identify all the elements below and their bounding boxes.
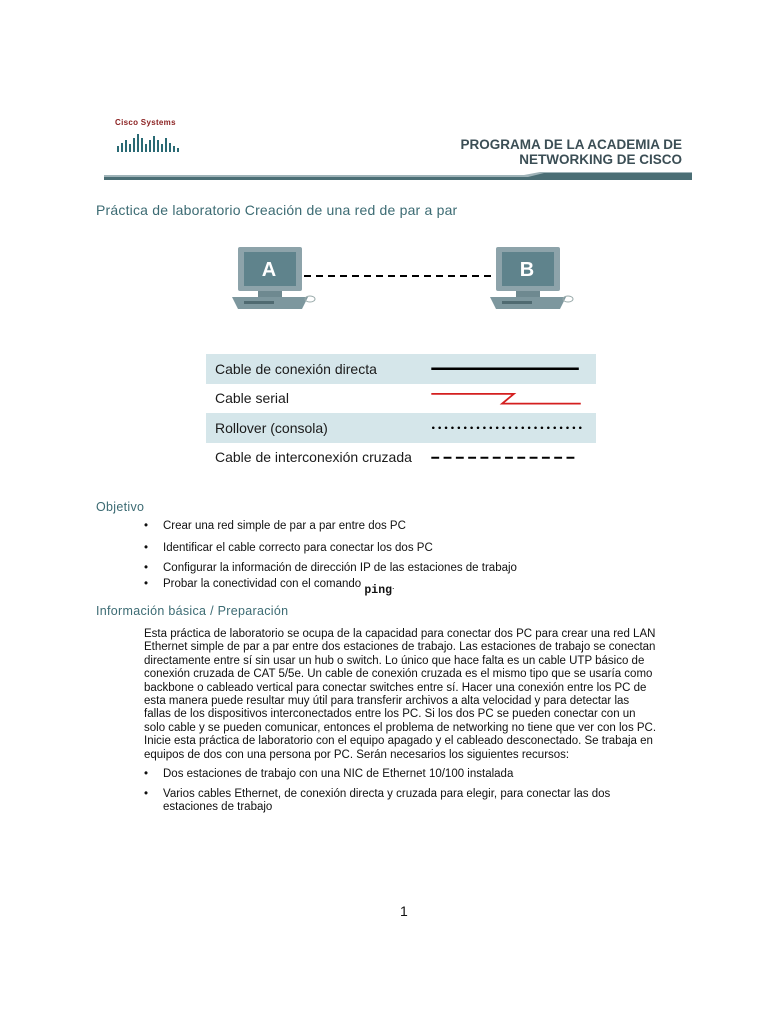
serial-cable-line bbox=[430, 384, 586, 414]
legend-row-crossover bbox=[206, 443, 596, 473]
objective-list bbox=[144, 520, 704, 600]
legend-label: Cable de conexión directa bbox=[215, 360, 377, 377]
bullet-icon: • bbox=[144, 520, 149, 532]
list-item-content bbox=[163, 578, 395, 597]
bullet-icon: • bbox=[144, 768, 149, 780]
list-item bbox=[144, 542, 704, 556]
legend-row-straight bbox=[206, 354, 596, 384]
network-diagram bbox=[228, 243, 578, 315]
paragraph-line: conexión cruzada de CAT 5/5e. Un cable de conexión cruzada es el mismo tipo que se usaría como bbox=[144, 668, 653, 681]
legend-label: Cable serial bbox=[215, 390, 289, 407]
list-item-text: Crear una red simple de par a par entre dos PC bbox=[163, 520, 406, 532]
legend-label: Cable de interconexión cruzada bbox=[215, 449, 412, 466]
paragraph-line: Inicie esta práctica de laboratorio con el equipo apagado y el cableado desconectado. Se trabaja en bbox=[144, 735, 653, 748]
pc-a-label: A bbox=[261, 259, 277, 281]
objective-heading: Objetivo bbox=[96, 500, 145, 514]
rollover-cable-line bbox=[430, 413, 586, 443]
page-title: Práctica de laboratorio Creación de una red de par a par bbox=[96, 202, 458, 218]
list-item bbox=[144, 562, 704, 576]
bullet-icon: • bbox=[144, 578, 149, 590]
list-item-continuation: estaciones de trabajo bbox=[163, 801, 273, 813]
bullet-icon: • bbox=[144, 542, 149, 554]
paragraph-line: esta manera puede resultar muy útil para transferir archivos a alta velocidad y para detectar las bbox=[144, 695, 630, 708]
legend-row-serial bbox=[206, 384, 596, 414]
background-paragraph bbox=[144, 628, 692, 762]
paragraph-line: directamente entre sí sin usar un hub o switch. Lo único que hace falta es un cable UTP básico de bbox=[144, 654, 645, 667]
cable-legend bbox=[206, 354, 596, 472]
bullet-icon: • bbox=[144, 562, 149, 574]
legend-row-rollover bbox=[206, 413, 596, 443]
list-item bbox=[144, 578, 704, 600]
cisco-logo-text: Cisco Systems bbox=[115, 118, 176, 127]
bullet-icon: • bbox=[144, 788, 149, 800]
paragraph-line: Esta práctica de laboratorio se ocupa de la capacidad para conectar dos PC para crear una red LAN bbox=[144, 628, 656, 640]
legend-label: Rollover (consola) bbox=[215, 419, 328, 436]
list-item bbox=[144, 788, 704, 816]
paragraph-line: equipos de dos con una persona por PC. Serán necesarios los siguientes recursos: bbox=[144, 748, 570, 761]
paragraph-line: solo cable y se pueden comunicar, entonces el problema de networking no tiene que ver con los PC. bbox=[144, 721, 657, 734]
ping-command: ping bbox=[364, 584, 392, 597]
list-item bbox=[144, 768, 704, 782]
paragraph-line: backbone o cableado vertical para conectar switches entre sí. Hacer una conexión entre los PC de bbox=[144, 681, 647, 694]
list-item-text: Identificar el cable correcto para conectar los dos PC bbox=[163, 542, 433, 554]
academy-title-line1: PROGRAMA DE LA ACADEMIA DE bbox=[460, 137, 682, 152]
page-number: 1 bbox=[400, 903, 408, 919]
paragraph-line: fallas de los dispositivos interconectados entre los PC. Si los dos PC se pueden conectar con un bbox=[144, 708, 636, 721]
resources-list bbox=[144, 768, 704, 818]
list-item-text: Probar la conectividad con el comando bbox=[163, 578, 362, 590]
command-suffix: . bbox=[392, 581, 395, 591]
list-item-text: Dos estaciones de trabajo con una NIC de Ethernet 10/100 instalada bbox=[163, 768, 514, 780]
academy-title-line2: NETWORKING DE CISCO bbox=[519, 152, 682, 167]
header-divider bbox=[104, 172, 692, 180]
background-heading: Información básica / Preparación bbox=[96, 604, 289, 618]
list-item-text: Configurar la información de dirección IP de las estaciones de trabajo bbox=[163, 562, 517, 574]
pc-b-label: B bbox=[519, 259, 535, 281]
list-item bbox=[144, 520, 704, 534]
paragraph-line: Ethernet simple de par a par entre dos estaciones de trabajo. Las estaciones de trabajo se conectan bbox=[144, 641, 656, 654]
straight-cable-line bbox=[430, 354, 586, 384]
crossover-cable-line bbox=[430, 443, 586, 473]
list-item-text: Varios cables Ethernet, de conexión directa y cruzada para elegir, para conectar las dos bbox=[163, 788, 611, 800]
cisco-logo-icon bbox=[115, 130, 183, 152]
